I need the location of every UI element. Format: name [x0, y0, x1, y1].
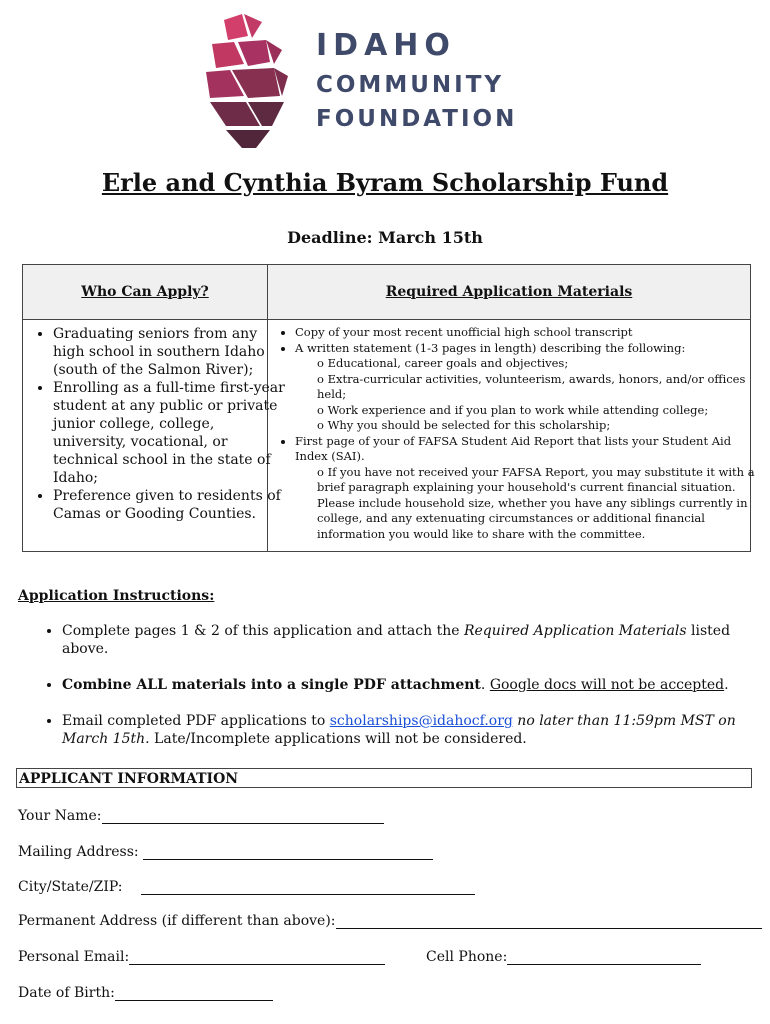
list-item-text: A written statement (1-3 pages in length) describing the following: — [295, 340, 686, 355]
instruction-text: Complete pages 1 & 2 of this application and attach the — [62, 623, 464, 639]
instruction-emphasis: Required Application Materials — [463, 623, 687, 639]
list-item: • Copy of your most recent unofficial high school transcript — [295, 325, 757, 341]
list-item — [62, 676, 770, 694]
instruction-underline: Google docs will not be accepted — [489, 677, 725, 693]
eligibility-materials-table — [22, 264, 755, 552]
permanent-address-label: Permanent Address (if different than above): — [18, 913, 336, 929]
sub-item: o Why you should be selected for this scholarship; — [317, 418, 611, 432]
materials-list — [275, 325, 757, 542]
instructions-title: Application Instructions: — [18, 588, 215, 604]
instructions-list — [40, 622, 770, 766]
logo-text-foundation: FOUNDATION — [316, 106, 518, 132]
name-label: Your Name: — [18, 808, 102, 824]
list-item: • Graduating seniors from any high school in southern Idaho (south of the Salmon River); — [53, 325, 285, 379]
city-state-zip-label: City/State/ZIP: — [18, 879, 123, 895]
list-item: • Enrolling as a full-time first-year student at any public or private junior college, college, university, vocational, or technical school in the state of Idaho; — [53, 379, 285, 487]
permanent-address-field — [18, 913, 762, 929]
personal-email-field — [18, 949, 385, 965]
instruction-text: Late/Incomplete applications will not be considered. — [149, 731, 527, 747]
personal-email-label: Personal Email: — [18, 949, 130, 965]
mailing-address-field — [18, 844, 433, 860]
required-materials-header: Required Application Materials — [268, 265, 750, 320]
mailing-address-input-line[interactable] — [143, 845, 433, 860]
date-of-birth-field — [18, 985, 273, 1001]
list-item — [295, 341, 757, 434]
cell-phone-field — [426, 949, 701, 965]
applicant-information-header: APPLICANT INFORMATION — [16, 768, 752, 788]
list-item-text: First page of your of FAFSA Student Aid Report that lists your Student Aid Index (SAI). — [295, 433, 732, 463]
eligibility-list — [31, 325, 285, 523]
cell-phone-label: Cell Phone: — [426, 949, 508, 965]
sub-item: o Extra-curricular activities, volunteerism, awards, honors, and/or offices held; — [317, 371, 746, 401]
instruction-text: . — [480, 677, 490, 693]
name-field — [18, 808, 384, 824]
pinecone-icon — [200, 14, 290, 150]
personal-email-input-line[interactable] — [129, 950, 385, 965]
idaho-community-foundation-logo — [200, 14, 540, 150]
cell-phone-input-line[interactable] — [507, 950, 701, 965]
city-state-zip-input-line[interactable] — [141, 880, 475, 895]
list-item — [62, 712, 770, 748]
sub-item: o Educational, career goals and objectives; — [317, 356, 569, 370]
instruction-emphasis: no later than 11:59pm MST on March 15th. — [62, 713, 736, 747]
permanent-address-input-line[interactable] — [336, 914, 762, 929]
mailing-address-label: Mailing Address: — [18, 844, 139, 860]
who-can-apply-header: Who Can Apply? — [23, 265, 268, 320]
deadline-text: Deadline: March 15th — [287, 228, 483, 247]
instruction-bold: Combine ALL materials into a single PDF attachment — [62, 677, 481, 693]
scholarship-email-link[interactable]: scholarships@idahocf.org — [329, 713, 513, 729]
name-input-line[interactable] — [102, 809, 384, 824]
instruction-text: . — [724, 677, 729, 693]
sub-item: o If you have not received your FAFSA Report, you may substitute it with a brief paragraph explaining your household's current financial situation. Please include household size, whether you have any siblings currently in college, and any extenuating circumstances or additional financial information you would like to share with the committee. — [317, 464, 755, 541]
list-item — [295, 434, 757, 543]
logo-text-community: COMMUNITY — [316, 72, 505, 98]
date-of-birth-label: Date of Birth: — [18, 985, 115, 1001]
city-state-zip-field — [18, 879, 475, 895]
list-item: • Preference given to residents of Camas or Gooding Counties. — [53, 487, 285, 523]
date-of-birth-input-line[interactable] — [115, 986, 273, 1001]
list-item — [62, 622, 770, 658]
instruction-text: listed above. — [62, 623, 731, 657]
sub-item: o Work experience and if you plan to work while attending college; — [317, 402, 709, 417]
instruction-text: Email completed PDF applications to — [62, 713, 330, 729]
page-title: Erle and Cynthia Byram Scholarship Fund — [101, 168, 669, 197]
logo-text-idaho: IDAHO — [316, 28, 456, 63]
